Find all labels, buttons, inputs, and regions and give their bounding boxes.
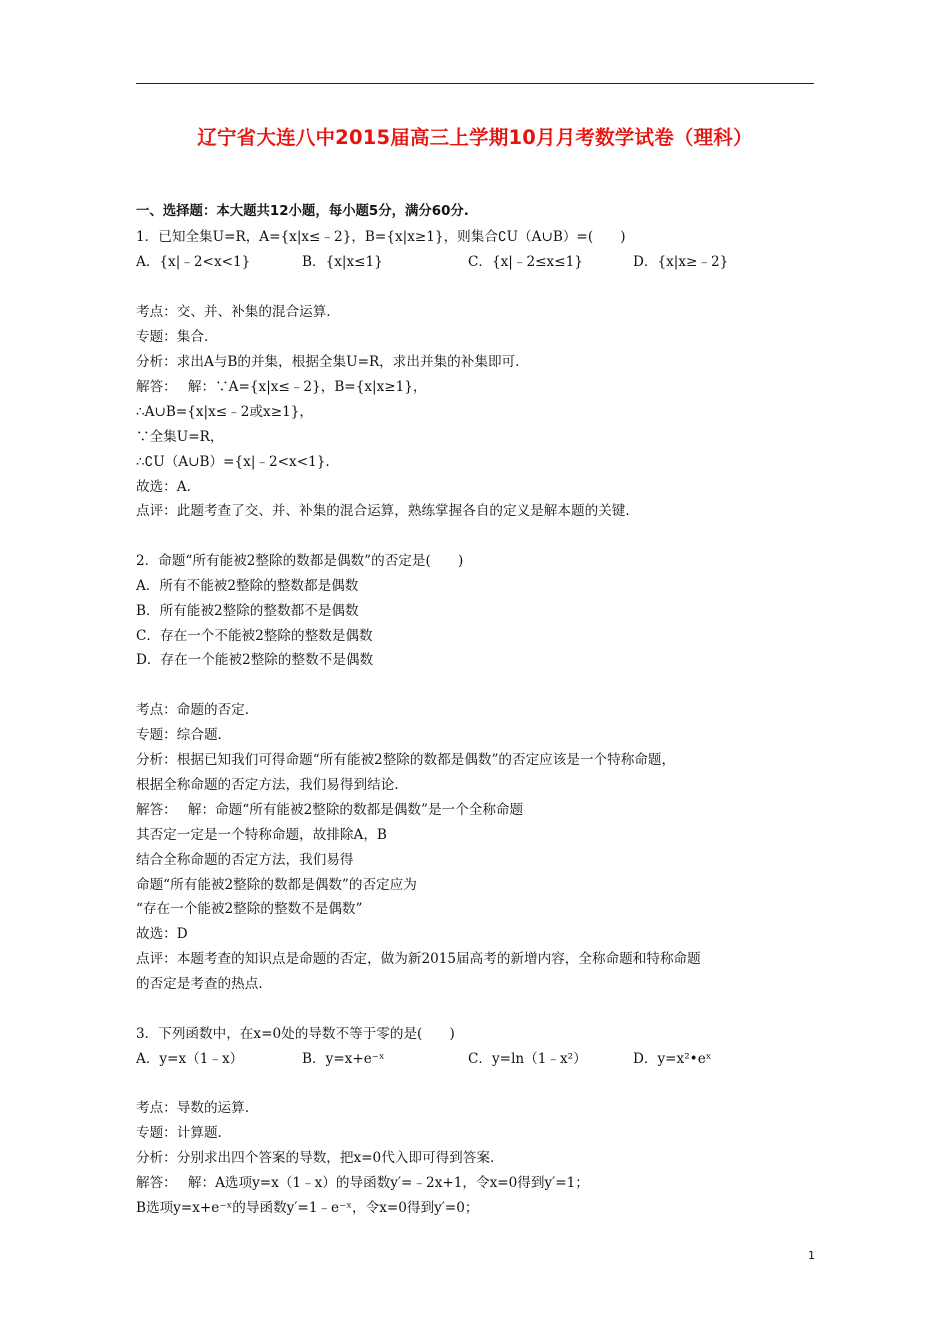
- q3-jieda-line: 解答： 解：A选项y=x（1﹣x）的导函数y′=﹣2x+1，令x=0得到y′=1；: [136, 1175, 589, 1191]
- q2-option-b: B．所有能被2整除的整数都不是偶数: [136, 603, 359, 619]
- q2-jieda-line: 解答： 解：命题“所有能被2整除的数都是偶数”是一个全称命题: [136, 802, 524, 818]
- q1-option-a: A．{x|﹣2<x<1}: [136, 254, 251, 270]
- q1-option-d: D．{x|x≥﹣2}: [633, 254, 729, 270]
- q1-dianping: 点评：此题考查了交、并、补集的混合运算，熟练掌握各自的定义是解本题的关键.: [136, 503, 630, 519]
- q2-dianping-line: 的否定是考查的热点.: [136, 976, 263, 992]
- q1-option-b: B．{x|x≤1}: [302, 254, 383, 270]
- document-title: 辽宁省大连八中2015届高三上学期10月月考数学试卷（理科）: [197, 126, 753, 149]
- q1-jieda-line: ∴A∪B={x|x≤﹣2或x≥1}，: [136, 404, 313, 420]
- q1-fenxi: 分析：求出A与B的并集，根据全集U=R，求出并集的补集即可.: [136, 354, 520, 370]
- q1-jieda-line: 故选：A.: [136, 479, 191, 495]
- q1-jieda-line: ∴∁U（A∪B）={x|﹣2<x<1}.: [136, 454, 330, 470]
- q2-stem: 2．命题“所有能被2整除的数都是偶数”的否定是( ): [136, 553, 464, 569]
- q2-option-a: A．所有不能被2整除的整数都是偶数: [136, 578, 359, 594]
- q2-option-c: C．存在一个不能被2整除的整数是偶数: [136, 628, 373, 644]
- q2-dianping-line: 点评：本题考查的知识点是命题的否定，做为新2015届高考的新增内容，全称命题和特称命题: [136, 951, 701, 967]
- q2-jieda-line: 命题“所有能被2整除的数都是偶数”的否定应为: [136, 877, 417, 893]
- section-heading: 一、选择题：本大题共12小题，每小题5分，满分60分.: [136, 204, 469, 219]
- q2-fenxi-line: 分析：根据已知我们可得命题“所有能被2整除的数都是偶数”的否定应该是一个特称命题，: [136, 752, 676, 768]
- q2-jieda-line: 故选：D: [136, 926, 188, 942]
- q3-option-c: C．y=ln（1﹣x²）: [468, 1051, 587, 1067]
- header-rule: [136, 83, 814, 84]
- q1-jieda-line: 解答： 解：∵A={x|x≤﹣2}，B={x|x≥1}，: [136, 379, 427, 395]
- q3-option-d: D．y=x²•eˣ: [633, 1051, 712, 1067]
- q1-kaodian: 考点：交、并、补集的混合运算.: [136, 304, 331, 320]
- q1-stem: 1．已知全集U=R，A={x|x≤﹣2}，B={x|x≥1}，则集合∁U（A∪B）=( ): [136, 229, 626, 245]
- q2-option-d: D．存在一个能被2整除的整数不是偶数: [136, 652, 374, 668]
- page-number: 1: [808, 1249, 815, 1262]
- q3-option-a: A．y=x（1﹣x）: [136, 1051, 244, 1067]
- q3-fenxi: 分析：分别求出四个答案的导数，把x=0代入即可得到答案.: [136, 1150, 495, 1166]
- q3-zhuanti: 专题：计算题.: [136, 1125, 222, 1141]
- q2-jieda-line: 结合全称命题的否定方法，我们易得: [136, 852, 354, 868]
- q2-jieda-line: 其否定一定是一个特称命题，故排除A，B: [136, 827, 387, 843]
- q2-kaodian: 考点：命题的否定.: [136, 702, 250, 718]
- q2-jieda-line: “存在一个能被2整除的整数不是偶数”: [136, 901, 363, 917]
- q3-stem: 3．下列函数中，在x=0处的导数不等于零的是( ): [136, 1026, 455, 1042]
- q1-zhuanti: 专题：集合.: [136, 329, 209, 345]
- q1-option-c: C．{x|﹣2≤x≤1}: [468, 254, 583, 270]
- q2-fenxi-line: 根据全称命题的否定方法，我们易得到结论.: [136, 777, 399, 793]
- q3-jieda-line: B选项y=x+e⁻ˣ的导函数y′=1﹣e⁻ˣ，令x=0得到y′=0；: [136, 1200, 479, 1216]
- q1-jieda-line: ∵全集U=R，: [136, 429, 224, 445]
- q3-kaodian: 考点：导数的运算.: [136, 1100, 250, 1116]
- q3-option-b: B．y=x+e⁻ˣ: [302, 1051, 385, 1067]
- q2-zhuanti: 专题：综合题.: [136, 727, 222, 743]
